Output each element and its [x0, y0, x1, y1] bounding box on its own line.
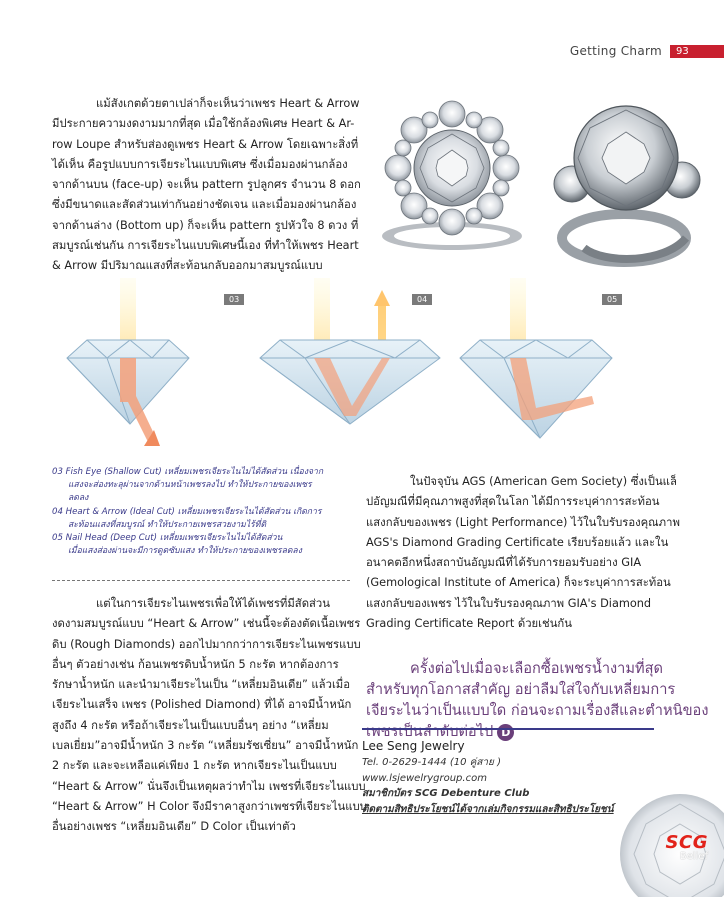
member-note: สมาชิกบัตร SCG Debenture Club — [362, 788, 530, 799]
text-line: มีประกายความงดงามมากที่สุด เมื่อใช้กล้องพิเศษ Heart & Ar- — [52, 117, 355, 131]
text-line: จากด้านบน (face-up) จะเห็น pattern รูปลูกศร จำนวน 8 ดอก — [52, 178, 361, 192]
text-line: ได้เห็น คือรูปแบบการเจียระไนแบบพิเศษ ซึ่งเมื่อมองผ่านกล้อง — [52, 157, 348, 171]
text-line: row Loupe สำหรับส่องดูเพชร Heart & Arrow โดยเฉพาะสิ่งที่ — [52, 137, 359, 151]
text-line: สูงถึง 4 กะรัต หรือถ้าเจียระไนเป็นแบบอื่นๆ อย่าง “เหลี่ยม — [52, 718, 329, 732]
text-line: แสงกลับของเพชร (Light Performance) ไว้ในใบรับรองคุณภาพ — [366, 515, 680, 529]
diagram-svg — [52, 278, 672, 458]
body-paragraph-right — [366, 472, 680, 634]
text-line: เบลเยี่ยม”อาจมีน้ำหนัก 3 กะรัต “เหลี่ยมรัชเซี่ยน” อาจมีน้ำหนัก — [52, 739, 359, 753]
text-line: AGS's Diamond Grading Certificate เรียบร้อยแล้ว และใน — [366, 535, 669, 549]
text-line: แม้สังเกตด้วยตาเปล่าก็จะเห็นว่าเพชร Heart & Arrow — [96, 97, 360, 110]
quote-line: เพชรเป็นลำดับต่อไป — [366, 723, 494, 740]
text-line: จากด้านล่าง (Bottom up) ก็จะเห็น pattern รูปหัวใจ 8 ดวง ที่ — [52, 218, 359, 232]
diamond-shape — [460, 340, 612, 438]
diagram-05 — [460, 278, 612, 438]
text-line: สมบูรณ์เช่นกัน การเจียระไนแบบพิเศษนี้เอง ที่ทำให้เพชร Heart — [52, 239, 359, 253]
diagram-label-04: 04 — [412, 294, 432, 305]
phone-number: Tel. 0-2629-1444 (10 คู่สาย ) — [362, 757, 501, 768]
text-line: 2 กะรัต และจะเหลือแค่เพียง 1 กะรัต หากเจียระไนเป็นแบบ — [52, 759, 337, 773]
text-line: งดงามสมบูรณ์แบบ “Heart & Arrow” เช่นนี้จะต้องตัดเนื้อเพชร — [52, 617, 361, 631]
diagram-label-05: 05 — [602, 294, 622, 305]
caption-03-line: ลดลง — [68, 493, 89, 504]
caption-04-line: สะท้อนแสงที่สมบูรณ์ ทำให้ประกายเพชรสวยงามไร้ที่ติ — [68, 519, 267, 530]
quote-line: ครั้งต่อไปเมื่อจะเลือกซื้อเพชรน้ำงามที่สุด — [410, 660, 664, 677]
caption-05-line: เมื่อแสงส่องผ่านจะมีการดูดซับแสง ทำให้ประกายของเพชรลดลง — [68, 546, 302, 557]
scg-tagline: Belief — [679, 851, 708, 862]
text-line: อนาคตอีกหนึ่งสถาบันอัญมณีที่ได้รับการยอมรับอย่าง GIA — [366, 556, 642, 570]
text-line: (Gemological Institute of America) ก็จะระบุค่าการสะท้อน — [366, 576, 671, 590]
page-header — [570, 44, 724, 58]
quote-line: สำหรับทุกโอกาสสำคัญ อย่าลืมใส่ใจกับเหลี่ยมการ — [366, 681, 676, 698]
quote-line: เจียระไนว่าเป็นแบบใด ก่อนจะถามเรื่องสีและตำหนิของ — [366, 702, 709, 719]
text-line: เจียระไนเสร็จ เพชร (Polished Diamond) ที่ได้ อาจมีน้ำหนัก — [52, 698, 352, 712]
diagram-03 — [67, 278, 189, 446]
benefit-note: ติดตามสิทธิประโยชน์ได้จากเล่มกิจกรรมและสิทธิประโยชน์ — [362, 803, 614, 815]
caption-03: 03 Fish Eye (Shallow Cut) เหลี่ยมเพชรเจียระไนไม่ได้สัดส่วน เนื่องจาก — [52, 467, 324, 477]
text-line: อื่นๆ ตัวอย่างเช่น ก้อนเพชรดิบน้ำหนัก 5 กะรัต หากต้องการ — [52, 657, 339, 671]
caption-05: 05 Nail Head (Deep Cut) เหลี่ยมเพชรเจียระไนไม่ได้สัดส่วน — [52, 533, 283, 544]
company-name: Lee Seng Jewelry — [362, 739, 465, 753]
text-line: รักษาน้ำหนัก และนำมาเจียระไนเป็น “เหลี่ยมอินเดีย” แล้วเมื่อ — [52, 678, 351, 692]
text-line: Grading Certificate Report ด้วยเช่นกัน — [366, 617, 572, 631]
text-line: ในปัจจุบัน AGS (American Gem Society) ซึ่งเป็นแล็ — [410, 475, 677, 488]
arrow-head — [374, 290, 390, 306]
body-paragraph-left — [52, 594, 367, 838]
text-line: ดิบ (Rough Diamonds) ออกไปมากกว่าการเจียระไนเพชรแบบ — [52, 637, 361, 651]
end-mark-badge: D — [497, 724, 514, 741]
text-line: “Heart & Arrow” H Color จึงมีราคาสูงกว่าเพชรที่เจียระไนแบบ — [52, 799, 367, 813]
text-line: ปอัญมณีที่มีคุณภาพสูงที่สุดในโลก ได้มีการระบุค่าการสะท้อน — [366, 495, 660, 509]
section-title: Getting Charm — [569, 44, 662, 58]
scg-mark: SCG — [665, 832, 708, 853]
dashed-divider — [52, 580, 350, 581]
text-line: อื่นอย่างเพชร “เหลี่ยมอินเดีย” D Color เป็นเท่าตัว — [52, 820, 296, 834]
caption-03-line: แสงจะส่องทะลุผ่านจากด้านหน้าเพชรลงไป ทำให้ประกายของเพชร — [68, 480, 312, 491]
diagram-label-03: 03 — [224, 294, 244, 305]
ring-image-2 — [544, 88, 709, 268]
ring-image-1 — [364, 86, 539, 261]
diagram-captions — [52, 466, 352, 558]
text-line: & Arrow มีปริมาณแสงที่สะท้อนกลับออกมาสมบูรณ์แบบ — [52, 259, 323, 273]
diamond-cut-diagrams — [52, 278, 672, 458]
text-line: “Heart & Arrow” นั่นจึงเป็นเหตุผลว่าทำไม เพชรที่เจียระไนแบบ — [52, 779, 366, 793]
caption-04: 04 Heart & Arrow (Ideal Cut) เหลี่ยมเพชรเจียระไนได้สัดส่วน เกิดการ — [52, 506, 322, 517]
scg-logo — [666, 832, 708, 862]
text-line: ซึ่งมีขนาดและสัดส่วนเท่ากันอย่างชัดเจน และเมื่อมองผ่านกล้อง — [52, 198, 357, 212]
text-line: แต่ในการเจียระไนเพชรเพื่อให้ได้เพชรที่มีสัดส่วน — [96, 597, 330, 610]
website-link[interactable]: www.lsjewelrygroup.com — [362, 772, 487, 784]
text-line: แสงกลับของเพชร ไว้ในใบรับรองคุณภาพ GIA's Diamond — [366, 596, 652, 610]
page-number: 93 — [670, 45, 724, 58]
intro-paragraph — [52, 94, 361, 277]
